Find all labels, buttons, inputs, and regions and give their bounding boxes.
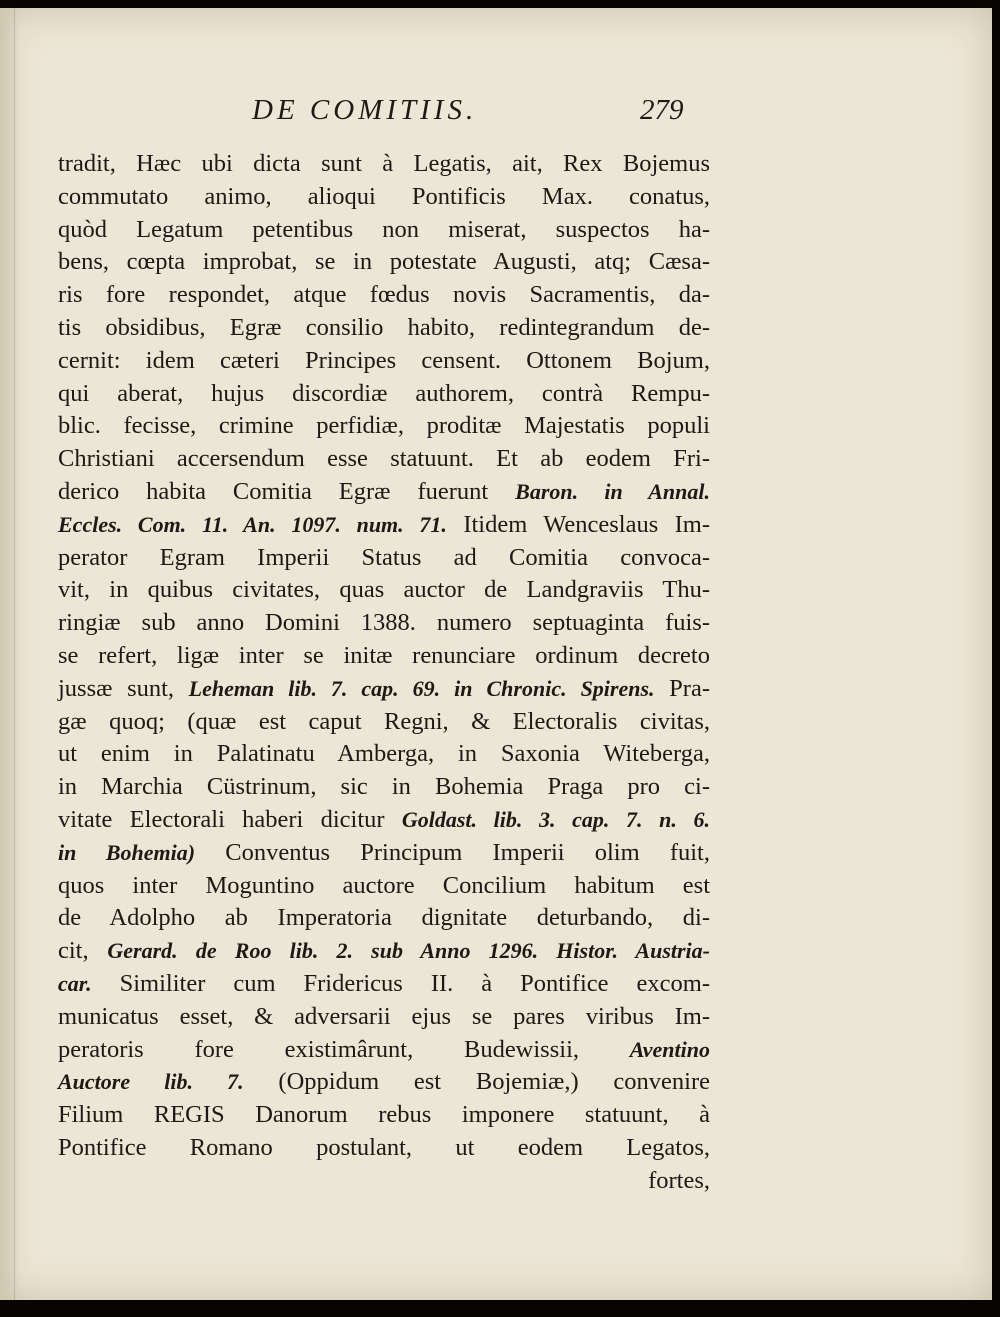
citation-text: in Bohemia) [58, 839, 196, 865]
text-line [58, 279, 710, 312]
text-line [58, 902, 710, 935]
text-line [58, 246, 710, 279]
text-line [58, 181, 710, 214]
text-segment: derico habita Comitia Egræ fuerunt [58, 477, 516, 505]
text-segment: Similiter cum Fridericus II. à Pontifice excom- [91, 969, 710, 997]
book-page [0, 8, 992, 1300]
citation-text: Leheman lib. 7. cap. 69. in Chronic. Spirens. [188, 675, 655, 701]
text-segment: gæ quoq; (quæ est caput Regni, & Electoralis civitas, [58, 707, 710, 735]
text-segment: vit, in quibus civitates, quas auctor de Landgraviis Thu- [58, 576, 710, 604]
text-segment: peratoris fore existimârunt, Budewissii, [58, 1035, 630, 1063]
text-line [58, 509, 710, 542]
text-segment: Pra- [654, 674, 710, 702]
text-line [58, 804, 710, 837]
text-segment: quos inter Moguntino auctore Concilium habitum est [58, 871, 710, 899]
citation-text: Goldast. lib. 3. cap. 7. n. 6. [401, 806, 710, 832]
text-segment: perator Egram Imperii Status ad Comitia convoca- [58, 543, 710, 571]
text-line [58, 837, 710, 870]
text-segment: tis obsidibus, Egræ consilio habito, redintegrandum de- [58, 313, 710, 341]
text-line [58, 706, 710, 739]
text-line [58, 870, 710, 903]
citation-text: Auctore lib. 7. [58, 1069, 244, 1095]
running-head [0, 94, 992, 134]
text-line [58, 1132, 710, 1165]
text-segment: vitate Electorali haberi dicitur [58, 805, 402, 833]
citation-text: Baron. in Annal. [515, 478, 711, 504]
running-head-title: DE COMITIIS. [252, 94, 478, 126]
text-line [58, 1165, 710, 1198]
text-line [58, 673, 710, 706]
page-number: 279 [640, 94, 684, 126]
text-line [58, 771, 710, 804]
text-line [58, 607, 710, 640]
text-segment: se refert, ligæ inter se initæ renunciare ordinum decreto [58, 641, 710, 669]
citation-text: Aventino [629, 1036, 710, 1062]
text-line [58, 1001, 710, 1034]
text-line [58, 1099, 710, 1132]
body-text [58, 148, 710, 1198]
text-segment: blic. fecisse, crimine perfidiæ, proditæ Majestatis populi [58, 412, 710, 440]
text-segment: ringiæ sub anno Domini 1388. numero septuaginta fuis- [58, 609, 710, 637]
citation-text: Eccles. Com. 11. An. 1097. num. 71. [58, 511, 447, 537]
text-line [58, 574, 710, 607]
text-segment: Filium REGIS Danorum rebus imponere statuunt, à [58, 1101, 710, 1129]
text-line [58, 968, 710, 1001]
citation-text: car. [58, 970, 92, 996]
text-line [58, 148, 710, 181]
text-segment: ut enim in Palatinatu Amberga, in Saxonia Witeberga, [58, 740, 710, 768]
text-segment: de Adolpho ab Imperatoria dignitate deturbando, di- [58, 904, 710, 932]
text-segment: (Oppidum est Bojemiæ,) convenire [243, 1068, 711, 1096]
text-segment: fortes, [648, 1166, 710, 1194]
text-line [58, 345, 710, 378]
text-line [58, 1066, 710, 1099]
page-spine-shadow [0, 8, 20, 1300]
text-segment: tradit, Hæc ubi dicta sunt à Legatis, ait, Rex Bojemus [58, 150, 710, 177]
text-segment: qui aberat, hujus discordiæ authorem, contrà Rempu- [58, 379, 710, 407]
page-fold-line [14, 8, 15, 1300]
text-segment: cernit: idem cæteri Principes censent. Ottonem Bojum, [58, 346, 710, 374]
text-segment: municatus esset, & adversarii ejus se pares viribus Im- [58, 1002, 710, 1030]
text-segment: Itidem Wenceslaus Im- [446, 510, 711, 538]
text-segment: Conventus Principum Imperii olim fuit, [195, 838, 710, 866]
text-line [58, 640, 710, 673]
text-line [58, 443, 710, 476]
text-segment: commutato animo, alioqui Pontificis Max. conatus, [58, 182, 710, 210]
text-line [58, 935, 710, 968]
text-line [58, 738, 710, 771]
citation-text: Gerard. de Roo lib. 2. sub Anno 1296. Histor. Austria- [107, 938, 710, 964]
text-line [58, 312, 710, 345]
text-segment: jussæ sunt, [58, 674, 189, 702]
text-segment: Pontifice Romano postulant, ut eodem Legatos, [58, 1133, 710, 1161]
text-segment: bens, cœpta improbat, se in potestate Augusti, atq; Cæsa- [58, 248, 710, 276]
text-segment: ris fore respondet, atque fœdus novis Sacramentis, da- [58, 281, 710, 309]
text-line [58, 410, 710, 443]
text-segment: in Marchia Cüstrinum, sic in Bohemia Praga pro ci- [58, 773, 710, 801]
text-segment: quòd Legatum petentibus non miserat, suspectos ha- [58, 215, 710, 243]
text-segment: cit, [58, 937, 108, 965]
text-line [58, 542, 710, 575]
text-line [58, 214, 710, 247]
text-line [58, 378, 710, 411]
text-segment: Christiani accersendum esse statuunt. Et ab eodem Fri- [58, 445, 710, 473]
text-line [58, 476, 710, 509]
text-line [58, 1034, 710, 1067]
